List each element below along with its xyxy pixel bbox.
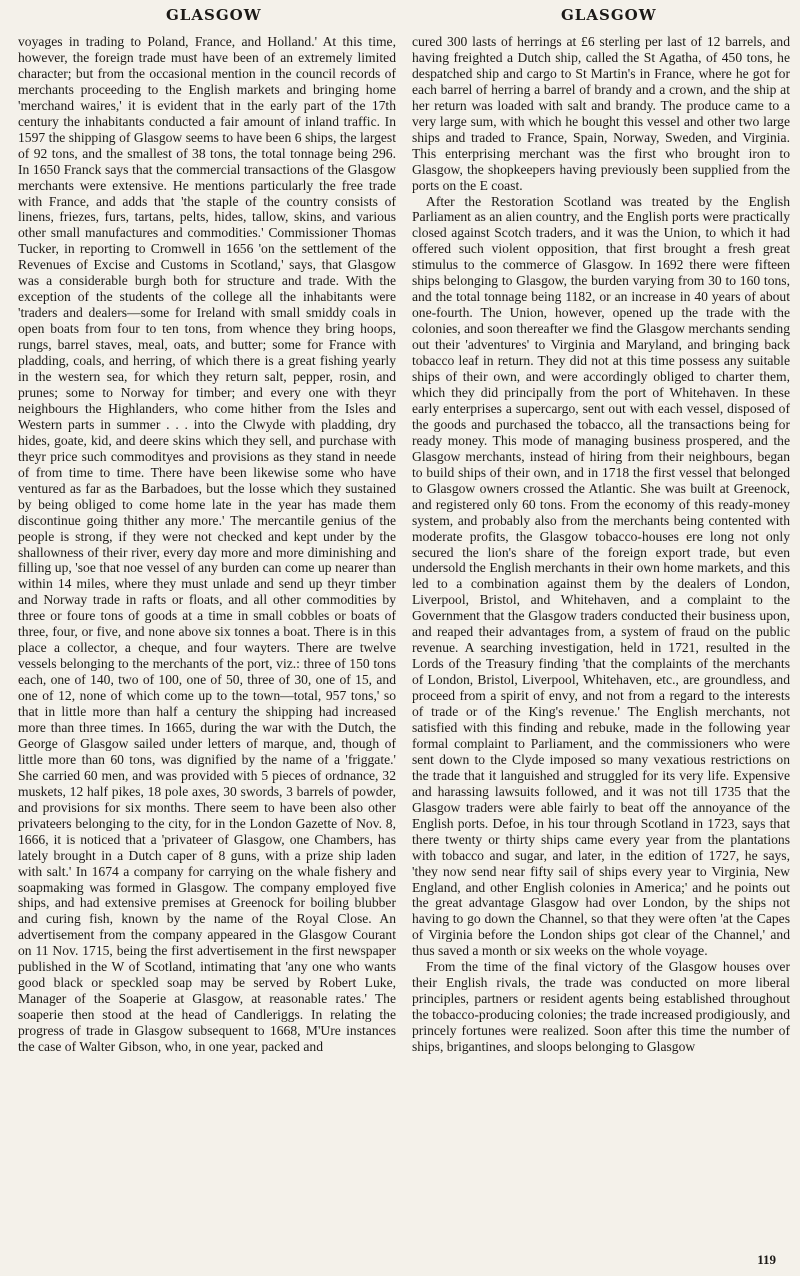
header-right: GLASGOW: [561, 6, 657, 24]
right-paragraph-2: After the Restoration Scotland was treated by the English Parliament as an alien country, and the English ports were practically closed against Scotch traders, and it was the Union, to which it had offered such violent opposition, that first brought a fresh great stimulus to the commerce of Glasgow. In 1692 there were fifteen ships belonging to Glasgow, the burden varying from 30 to 160 tons, and the total tonnage being 1182, or an increase in 40 years of about one-fourth. The Union, however, opened up the trade with the colonies, and soon thereafter we find the Glasgow merchants sending out their 'adventures' to Virginia and Maryland, and bringing back tobacco leaf in return. They did not at this time possess any suitable ships of their own, and were accordingly obliged to charter them, which they did principally from the port of Whitehaven. In these early enterprises a supercargo, sent out with each vessel, disposed of the goods and purchased the tobacco, all the transactions being for ready money. This mode of managing business prospered, and the Glasgow merchants, instead of hiring from their neighbours, began to build ships of their own, and in 1718 the first vessel that belonged to Glasgow owners crossed the Atlantic. She was built at Greenock, and registered only 60 tons. From the economy of this ready-money system, and probably also from the merchants being contented with moderate profits, the Glasgow tobacco-houses ere long not only secured the lion's share of the foreign export trade, but even undersold the English merchants in their own home markets, and this led to a combination against them by the dealers of London, Liverpool, Bristol, and Whitehaven, and a complaint to the Government that the Glasgow traders conducted their business upon, and reaped their advantages from, a system of fraud on the public revenue. A searching investigation, held in 1721, resulted in the Lords of the Treasury finding 'that the complaints of the merchants of London, Bristol, Liverpool, Whitehaven, etc., are groundless, and proceed from a spirit of envy, and not from a regard to the interests of trade or of the King's revenue.' The English merchants, not satisfied with this finding and rebuke, made in the following year formal complaint to Parliament, and the commissioners who were sent down to the Clyde imposed so many vexatious restrictions on the trade that it languished and struggled for its very life. Expensive and harassing lawsuits followed, and it was not till 1735 that the Glasgow traders were able fairly to beat off the annoyance of the English ports. Defoe, in his tour through Scotland in 1723, says that there twenty or thirty ships came every year from the plantations with tobacco and sugar, and later, in the edition of 1727, he says, 'they now send near fifty sail of ships every year to Virginia, New England, and other English colonies in America;' and he points out the great advantage Glasgow had over London, by the ships not having to go down the Channel, so that they were often 'at the Capes of Virginia before the London ships got clear of the Channel,' and thus saved a month or six weeks on the whole voyage.: [412, 193, 790, 959]
right-paragraph-3: From the time of the final victory of the Glasgow houses over their English rivals, the trade was conducted on more liberal principles, partners or resident agents being established throughout the tobacco-producing colonies; the trade increased prodigiously, and princely fortunes were realized. Soon after this time the number of ships, brigantines, and sloops belonging to Glasgow: [412, 959, 790, 1055]
left-paragraph-1: voyages in trading to Poland, France, and Holland.' At this time, however, the foreign trade must have been of an extremely limited character; but from the occasional mention in the council records of merchants proceeding to the English markets and bringing home 'merchand waires,' it is evident that in the early part of the 17th century the inhabitants conducted a fair amount of inland traffic. In 1597 the shipping of Glasgow seems to have been 6 ships, the largest of 92 tons, and the smallest of 38 tons, the total tonnage being 296. In 1650 Franck says that the commercial transactions of the Glasgow merchants were extensive. He mentions particularly the free trade with France, and adds that 'the staple of the country consists of linens, friezes, furs, tartans, pelts, hides, tallow, skins, and various other small manufactures and commodities.' Commissioner Thomas Tucker, in reporting to Cromwell in 1656 'on the settlement of the Revenues of Excise and Customs in Scotland,' says, that Glasgow was a considerable burgh both for structure and trade. With the exception of the students of the college all the inhabitants were 'traders and dealers—some for Ireland with small smiddy coals in open boats from four to ten tons, from whence they bring hoops, rungs, barrel staves, meal, oats, and butter; some for France with pladding, coals, and herring, of which there is a great fishing yearly in the western sea, for which they return salt, pepper, rosin, and prunes; some to Norway for timber; and every one with theyr neighbours the Highlanders, who come hither from the Isles and Western parts in summer . . . into the Clwyde with pladding, dry hides, goate, kid, and deere skins which they sell, and purchase with theyr price such commodityes and provisions as they stand in neede of from time to time. There have been likewise some who have ventured as far as the Barbadoes, but the losse which they sustained by being obliged to come home late in the year has made them discontinue going thither any more.' The mercantile genius of the people is strong, if they were not checked and kept under by the shallowness of their river, every day more and more diminishing and filling up, 'soe that noe vessel of any burden can come up nearer than within 14 miles, where they must unlade and send up theyr timber and Norway trade in rafts or floats, and all other commodities by three or foure tons of goods at a time in small cobbles or boats of three, four, or five, and none above six tonnes a boat. There is in this place a collector, a cheque, and four wayters. There are twelve vessels belonging to the merchants of the port, viz.: three of 150 tons each, one of 140, two of 100, one of 50, three of 30, one of 15, and one of 12, none of which come up to the town—total, 957 tons,' so that in little more than half a century the shipping had increased more than three times. In 1665, during the war with the Dutch, the George of Glasgow sailed under letters of marque, and, though of little more than 60 tons, was dignified by the name of a 'friggate.' She carried 60 men, and was provided with 5 pieces of ordnance, 32 muskets, 12 half pikes, 18 pole axes, 30 swords, 3 barrels of powder, and provisions for six months. There seem to have been also other privateers belonging to the city, for in the London Gazette of Nov. 8, 1666, it is noticed that a 'privateer of Glasgow, one Chambers, has lately brought in a Dutch caper of 8 guns, with a prize ship laden with salt.' In 1674 a company for carrying on the whale fishery and soapmaking was formed in Glasgow. The company employed five ships, and had extensive premises at Greenock for boiling blubber and curing fish, known by the name of the Royal Close. An advertisement from the company appeared in the Glasgow Courant on 11 Nov. 1715, being the first advertisement in the first newspaper published in the W of Scotland, intimating that 'any one who wants good black or speckled soap may be served by Robert Luke, Manager of the Soaperie at Glasgow, at reasonable rates.' The soaperie then stood at the head of Candleriggs. In relating the progress of trade in Glasgow subsequent to 1668, M'Ure instances the case of Walter Gibson, who, in one year, packed and: [18, 34, 396, 1055]
right-paragraph-1: cured 300 lasts of herrings at £6 sterling per last of 12 barrels, and having freighted a Dutch ship, called the St Agatha, of 450 tons, he despatched ship and cargo to St Martin's in France, where he got for each barrel of herring a barrel of brandy and a crown, and the ship at her return was loaded with salt and brandy. The produce came to a very large sum, with which he bought this vessel and other two large ships and traded to France, Spain, Norway, Sweden, and Virginia. This enterprising merchant was the first who brought iron to Glasgow, the shopkeepers having previously been supplied from the ports on the E coast.: [412, 34, 790, 193]
page-number: 119: [757, 1252, 776, 1267]
header-left: GLASGOW: [166, 6, 262, 24]
right-column: [412, 34, 790, 1055]
running-header: [0, 6, 800, 32]
left-column: [18, 34, 396, 1055]
